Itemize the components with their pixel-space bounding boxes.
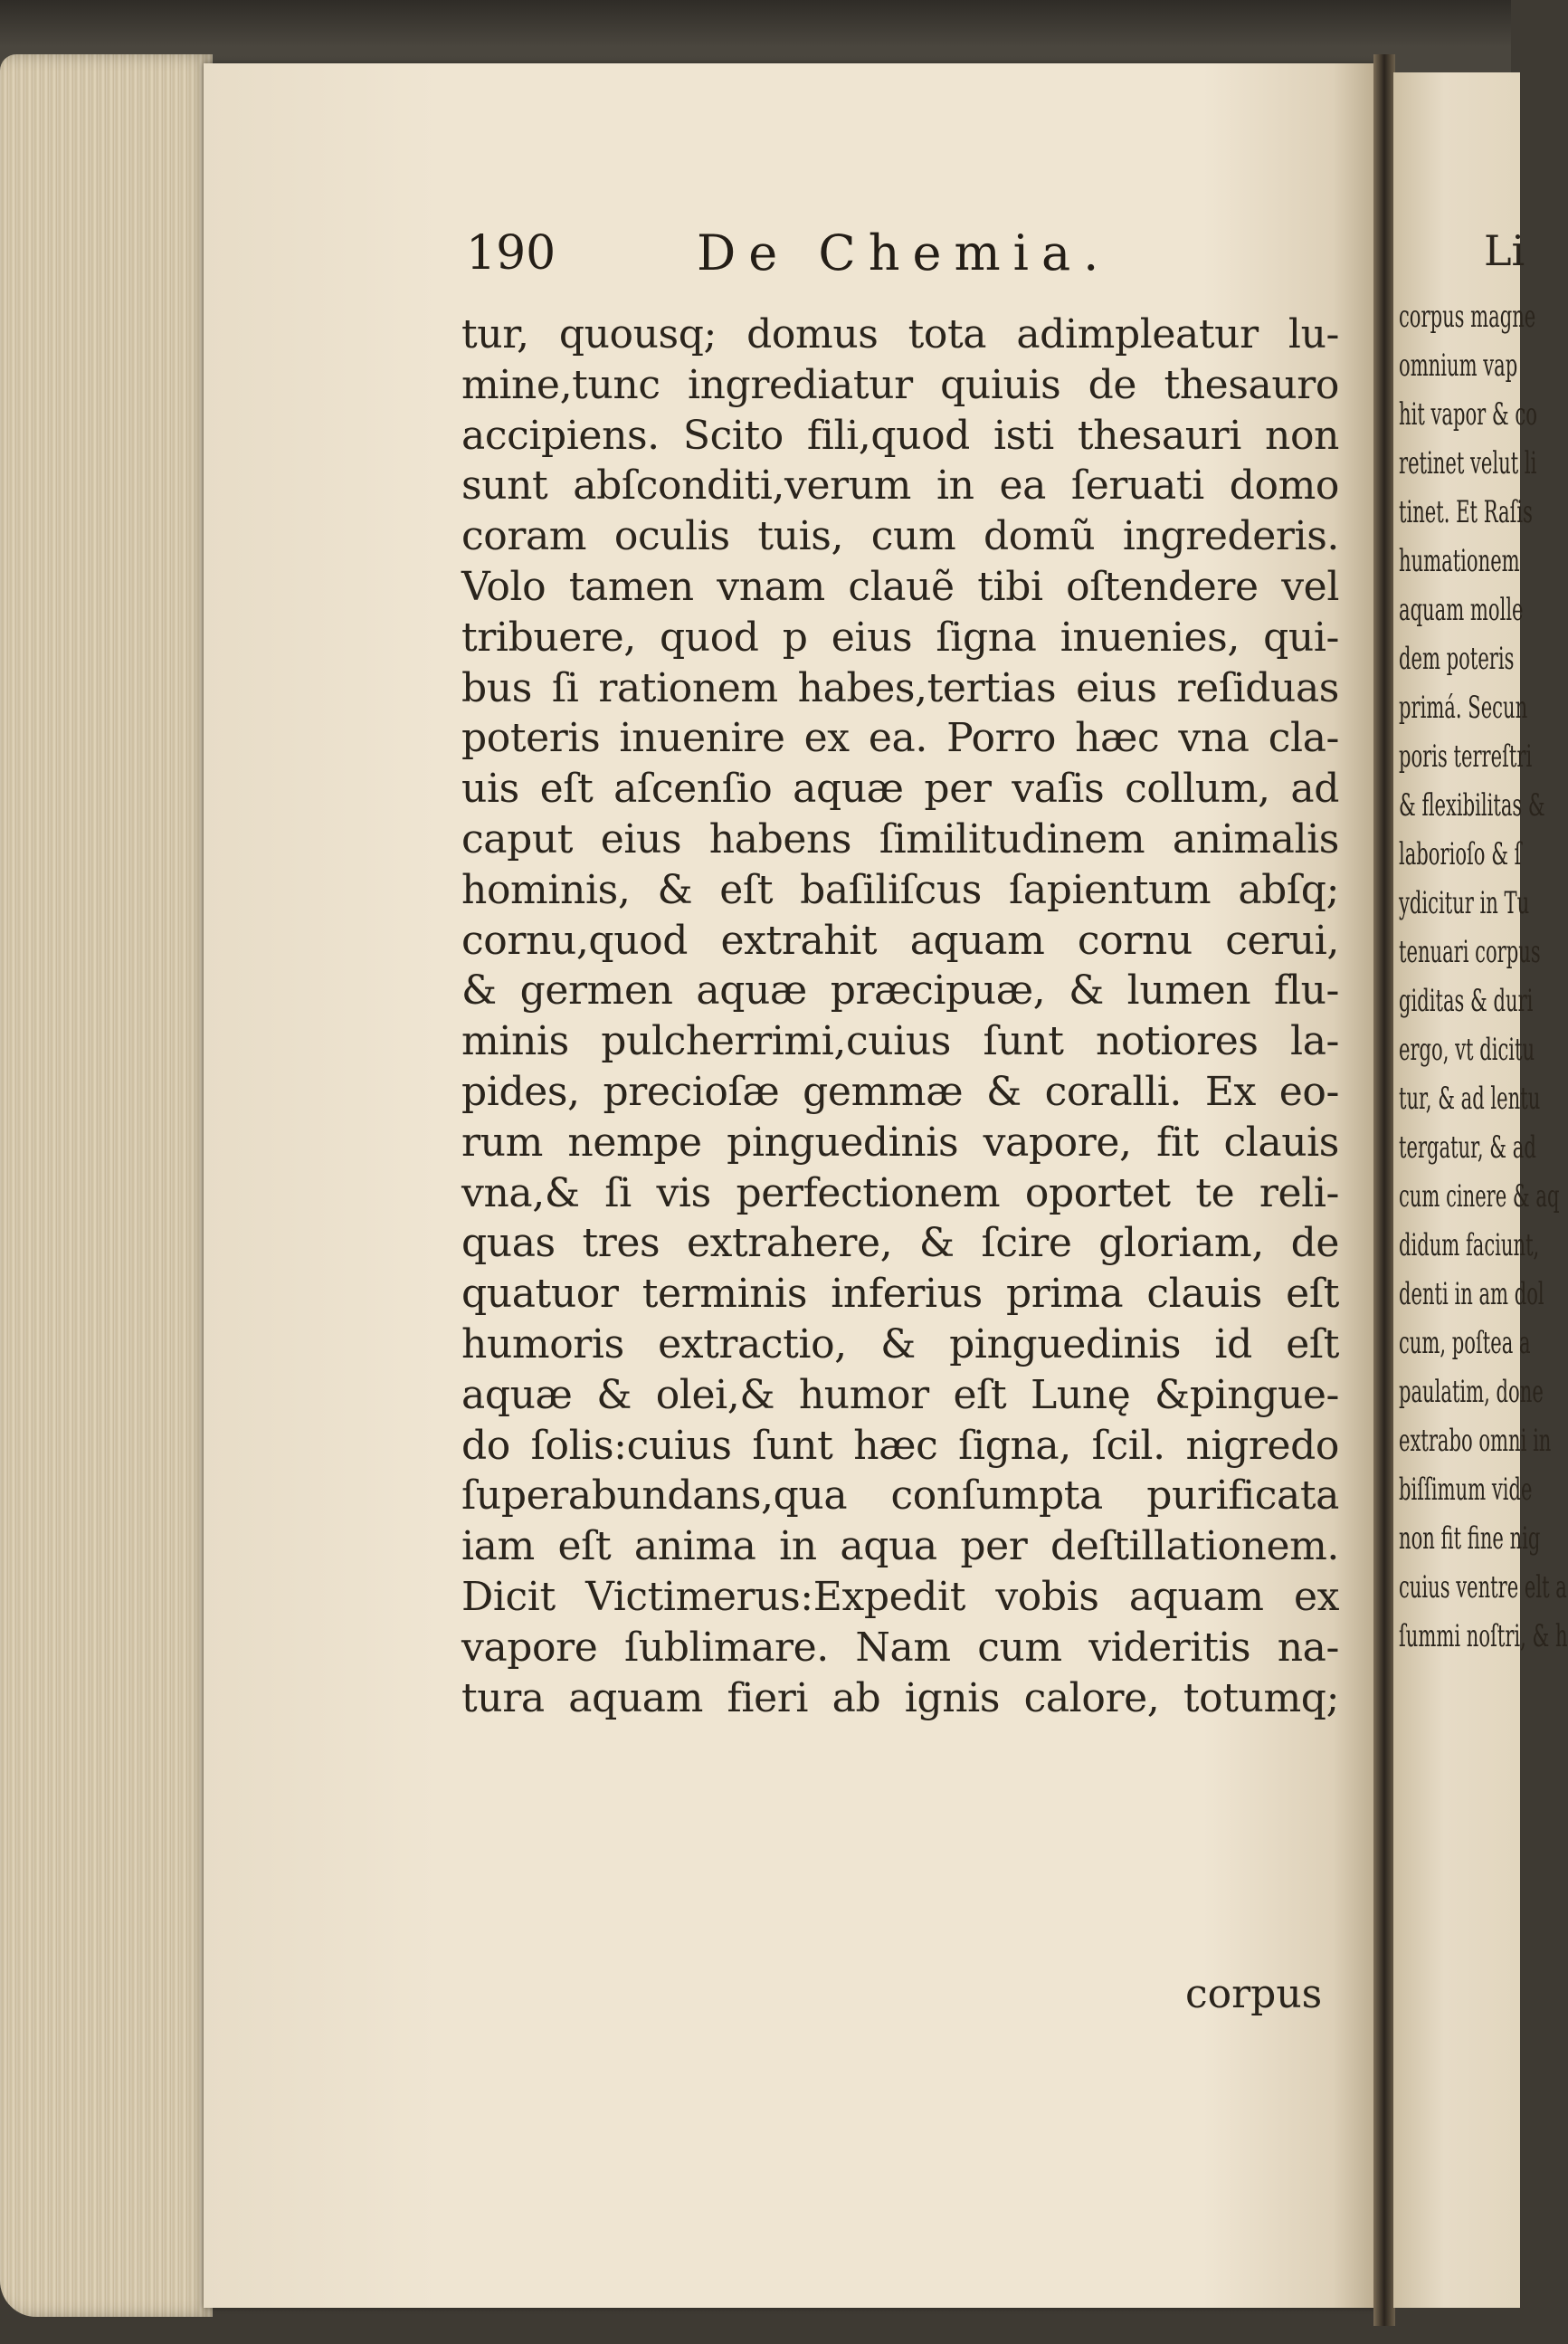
- text-line: tur, quousq; domus tota adimpleatur lu-: [461, 311, 1339, 357]
- text-line: uis eſt aſcenſio aquæ per vaſis collum, ad: [461, 766, 1339, 813]
- facing-text-line: dem poteris: [1399, 641, 1515, 677]
- text-line: iam eſt anima in aqua per deſtillationem.: [461, 1523, 1339, 1570]
- text-line: do ſolis:cuius ſunt hæc ſigna, ſcil. nigredo: [461, 1422, 1339, 1469]
- facing-text-line: ydicitur in Tu: [1399, 885, 1530, 921]
- text-line: cornu,quod extrahit aquam cornu cerui,: [461, 917, 1339, 964]
- facing-text-line: primá. Secun: [1399, 690, 1528, 726]
- text-line: ſuperabundans,qua conſumpta purificata: [461, 1472, 1339, 1520]
- text-line: caput eius habens ſimilitudinem animalis: [461, 815, 1339, 862]
- text-block: [461, 310, 1339, 1723]
- facing-text-line: tergatur, & ad: [1399, 1129, 1536, 1166]
- text-line: coram oculis tuis, cum domũ ingrederis.: [461, 513, 1339, 560]
- text-line: aquæ & olei,& humor eſt Lunę &pingue-: [461, 1371, 1339, 1418]
- facing-text-line: extrabo omni in: [1399, 1423, 1552, 1459]
- facing-text-line: ergo, vt dicitu: [1399, 1032, 1535, 1068]
- text-line: quas tres extrahere, & ſcire gloriam, de: [461, 1220, 1339, 1267]
- catchword: corpus: [1185, 1971, 1323, 2017]
- facing-text-line: aquam molle: [1399, 592, 1524, 628]
- text-line: bus ſi rationem habes,tertias eius reſiduas: [461, 664, 1339, 711]
- facing-running-head: Li: [1484, 226, 1525, 275]
- facing-text-line: didum faciunt,: [1399, 1227, 1540, 1263]
- page-edges-stack: [0, 54, 213, 2317]
- facing-text-line: cum cinere & aq: [1399, 1178, 1560, 1215]
- text-line: vna,& ſi vis perfectionem oportet te reli-: [461, 1169, 1339, 1216]
- facing-text-line: cuius ventre elt a: [1399, 1569, 1567, 1606]
- text-line: Dicit Victimerus:Expedit vobis aquam ex: [461, 1573, 1339, 1620]
- text-line: tura aquam fieri ab ignis calore, totumq;: [461, 1674, 1339, 1721]
- text-line: poteris inuenire ex ea. Porro hæc vna cla-: [461, 715, 1339, 762]
- facing-text-line: giditas & duri: [1399, 983, 1534, 1019]
- facing-text-line: hit vapor & co: [1399, 396, 1537, 433]
- facing-text-line: tur, & ad lentu: [1399, 1081, 1541, 1117]
- text-line: & germen aquæ præcipuæ, & lumen flu-: [461, 967, 1339, 1015]
- facing-text-line: humationem: [1399, 543, 1520, 579]
- text-line: humoris extractio, & pinguedinis id eſt: [461, 1320, 1339, 1367]
- facing-text-line: denti in am dol: [1399, 1276, 1544, 1312]
- facing-text-line: tenuari corpus: [1399, 934, 1541, 970]
- facing-text-line: & flexibilitas &: [1399, 787, 1545, 824]
- text-line: minis pulcherrimi,cuius ſunt notiores la-: [461, 1018, 1339, 1065]
- facing-text-line: ſummi noſtri, & h: [1399, 1618, 1568, 1654]
- facing-text-line: retinet velut li: [1399, 445, 1537, 481]
- facing-text-line: laborioſo & ſ: [1399, 836, 1522, 872]
- running-head: De Chemia.: [697, 224, 1112, 281]
- book-gutter: [1373, 54, 1395, 2326]
- text-line: tribuere, quod p eius ſigna inuenies, qui-: [461, 614, 1339, 661]
- text-line: accipiens. Scito fili,quod isti thesauri non: [461, 412, 1339, 459]
- text-line: vapore ſublimare. Nam cum videritis na-: [461, 1624, 1339, 1671]
- text-line: quatuor terminis inferius prima clauis eſt: [461, 1271, 1339, 1318]
- facing-page: [1393, 72, 1568, 2308]
- facing-text-line: biſſimum vide: [1399, 1472, 1533, 1508]
- text-line: hominis, & eſt baſiliſcus ſapientum abſq;: [461, 866, 1339, 913]
- facing-text-line: tinet. Et Raſis: [1399, 494, 1533, 530]
- page-number: 190: [466, 226, 556, 281]
- facing-text-line: poris terreſtri: [1399, 738, 1533, 775]
- text-line: pides, precioſæ gemmæ & coralli. Ex eo-: [461, 1068, 1339, 1115]
- text-line: mine,tunc ingrediatur quiuis de thesauro: [461, 361, 1339, 408]
- facing-text-line: cum, poſtea a: [1399, 1325, 1531, 1361]
- text-line: rum nempe pinguedinis vapore, fit clauis: [461, 1119, 1339, 1166]
- facing-text-line: omnium vap: [1399, 348, 1518, 384]
- facing-text-line: paulatim, done: [1399, 1374, 1544, 1410]
- text-line: sunt abſconditi,verum in ea ſeruati domo: [461, 462, 1339, 510]
- facing-text-line: non fit fine nig: [1399, 1520, 1541, 1557]
- text-line: Volo tamen vnam clauẽ tibi oſtendere vel: [461, 563, 1339, 610]
- facing-text-line: corpus magne: [1399, 299, 1536, 335]
